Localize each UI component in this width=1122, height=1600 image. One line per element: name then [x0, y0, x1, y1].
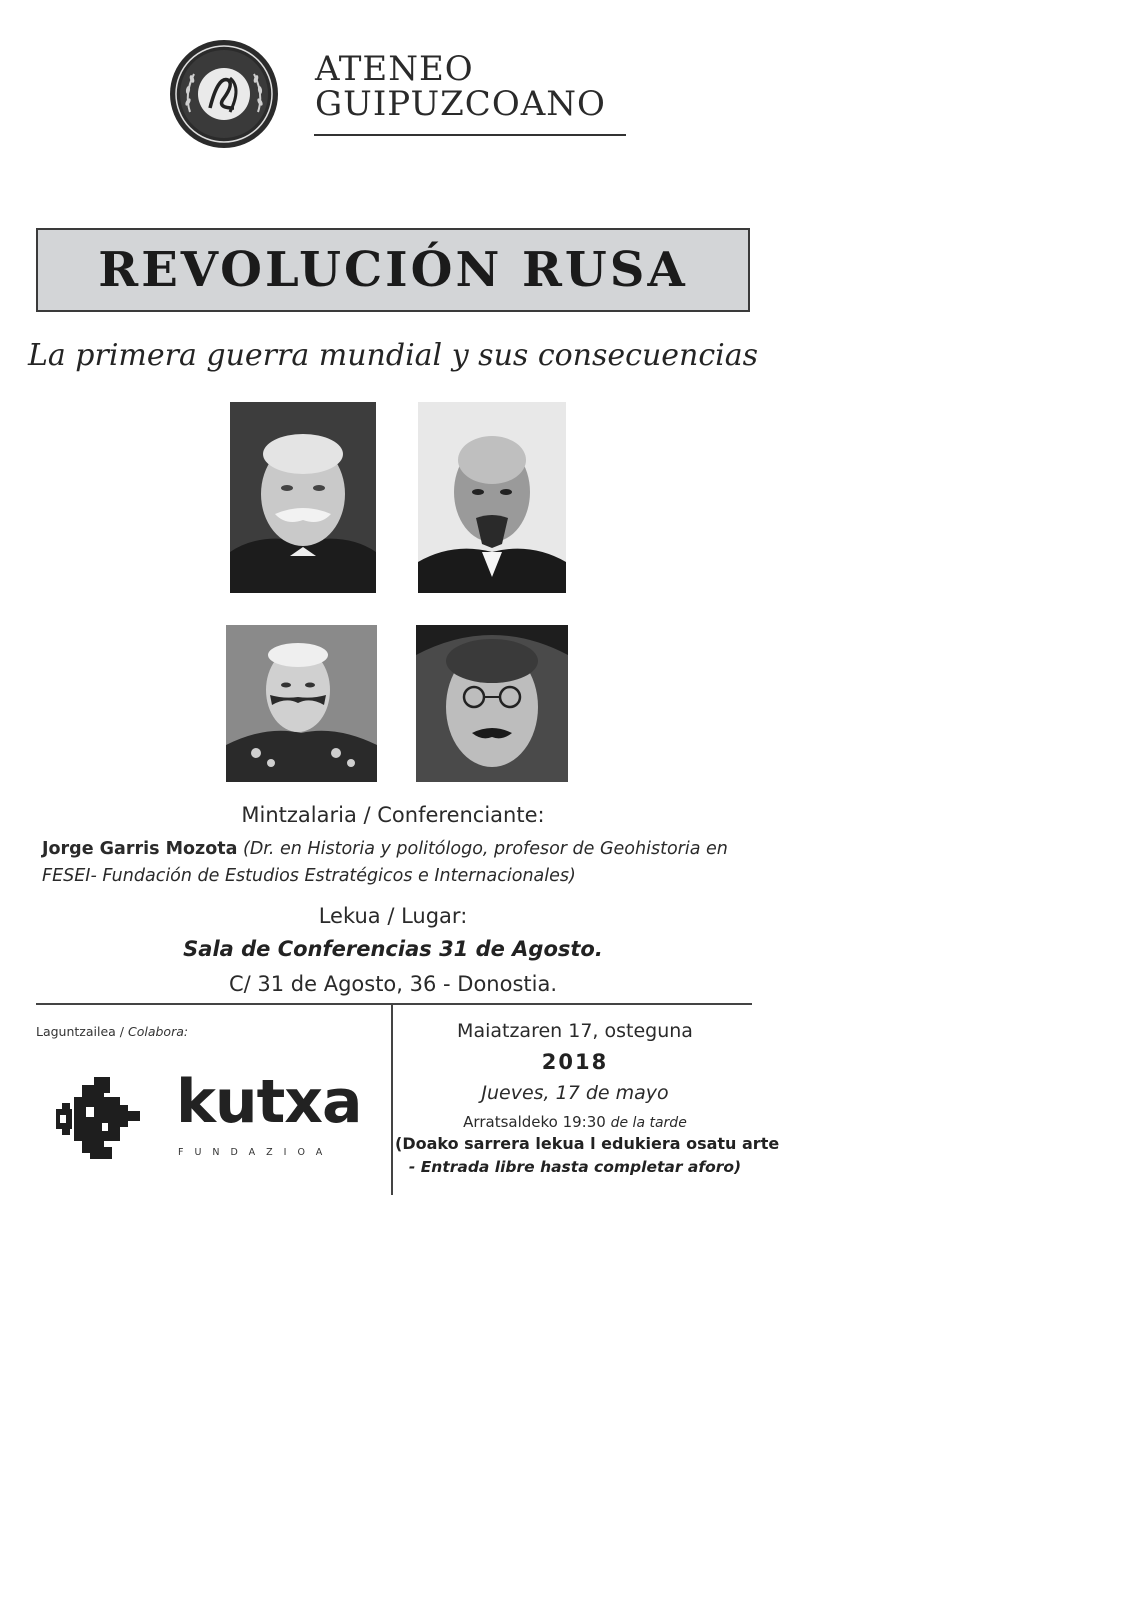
- speaker-heading: Mintzalaria / Conferenciante:: [241, 803, 545, 827]
- title-banner: [36, 228, 750, 312]
- sponsor-label: [36, 1024, 188, 1039]
- place-name: Sala de Conferencias 31 de Agosto.: [183, 937, 603, 961]
- organization-name-line2: GUIPUZCOANO: [315, 84, 606, 124]
- date-basque: Maiatzaren 17, osteguna: [457, 1020, 693, 1042]
- free-entry-basque: (Doako sarrera lekua l edukiera osatu arte: [395, 1134, 780, 1153]
- free-entry-spanish: - Entrada libre hasta completar aforo): [408, 1158, 742, 1176]
- kutxa-logo-subtitle: FUNDAZIOA: [178, 1147, 334, 1158]
- portrait-photo-1: [230, 402, 376, 593]
- date-spanish: Jueves, 17 de mayo: [481, 1082, 669, 1104]
- ateneo-seal-logo: [168, 38, 280, 150]
- page-title: REVOLUCIÓN RUSA: [98, 242, 688, 298]
- event-time-spanish: de la tarde: [610, 1115, 687, 1131]
- kutxa-logo-icon: [54, 1077, 150, 1161]
- sponsor-label-basque: Laguntzailea /: [36, 1024, 128, 1039]
- event-time-basque: Arratsaldeko 19:30: [463, 1113, 606, 1131]
- kutxa-logo-word: kutxa: [176, 1067, 362, 1137]
- portrait-photo-4: [416, 625, 568, 782]
- page-subtitle: La primera guerra mundial y sus consecuencias: [27, 338, 759, 373]
- organization-name: [315, 49, 606, 124]
- organization-underline: [314, 134, 626, 136]
- portrait-photo-2: [418, 402, 566, 593]
- sponsor-label-spanish: Colabora:: [127, 1024, 189, 1039]
- place-heading: Lekua / Lugar:: [318, 904, 468, 928]
- event-time: [395, 1113, 755, 1131]
- speaker-info: [42, 836, 762, 890]
- portrait-photo-3: [226, 625, 377, 782]
- horizontal-divider: [36, 1003, 752, 1005]
- speaker-description: (Dr. en Historia y politólogo, profesor de Geohistoria en FESEI- Fundación de Estudios Estratégicos e Internacionales): [42, 839, 728, 886]
- vertical-divider: [391, 1003, 393, 1195]
- place-address: C/ 31 de Agosto, 36 - Donostia.: [228, 972, 558, 996]
- speaker-name: Jorge Garris Mozota: [42, 839, 238, 859]
- date-year: 2018: [541, 1050, 609, 1074]
- organization-name-line1: ATENEO: [315, 49, 474, 89]
